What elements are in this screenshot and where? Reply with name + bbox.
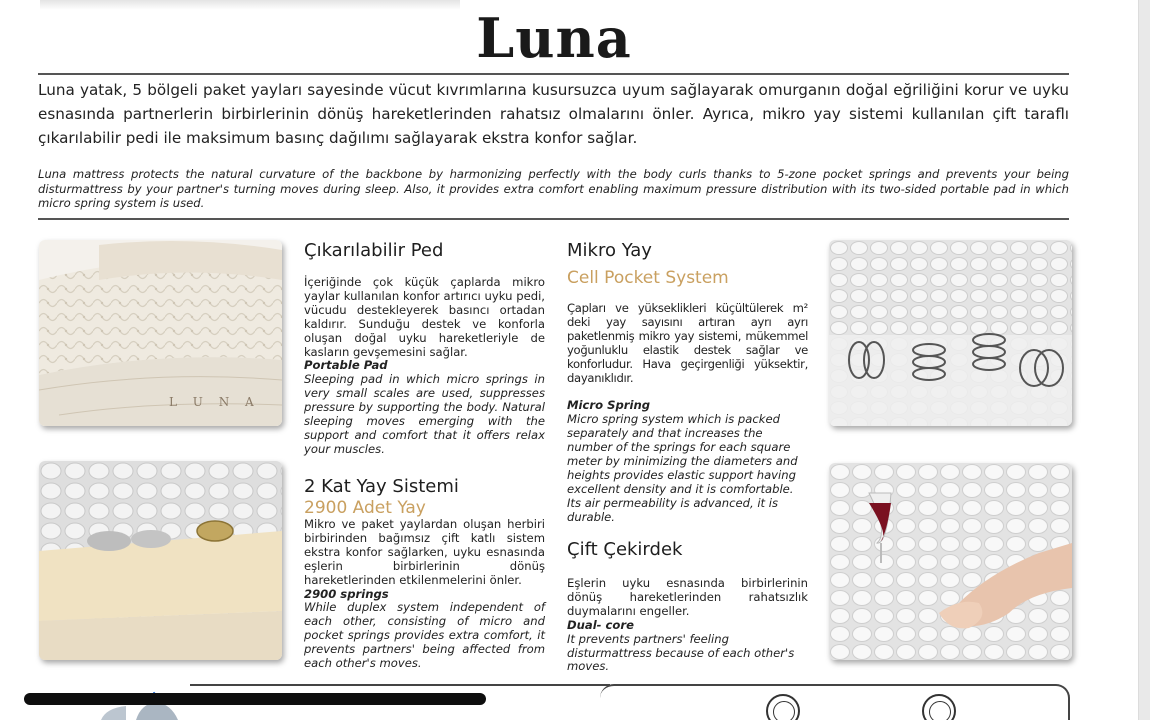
photo-dual-core-image [829, 463, 1072, 660]
section-text-turkish: Çapları ve yükseklikleri küçültülerek m² deki yay sayısını artıran ayrı ayrı paketlenmiş mikro yay sistemi, mükemmel yoğunluklu elastik destek sağlar ve konforludur. Hava geçirgenliği yüksektir, dayanıklıdır. [567, 301, 808, 385]
section-heading: Çift Çekirdek [567, 539, 683, 560]
bottom-divider [190, 684, 610, 686]
intro-divider [38, 218, 1069, 220]
viewer-scrollbar[interactable] [1138, 0, 1150, 720]
home-indicator-bar[interactable] [24, 693, 486, 705]
photo-micro-springs [829, 240, 1072, 426]
section-text-english: It prevents partners' feeling disturmattress because of each other's moves. [567, 631, 795, 674]
section-text-turkish: İçeriğinde çok küçük çaplarda mikro yaylar kullanılan konfor artırıcı uyku pedi, vücudu destekleyerek basıncı ortadan kaldırır. Sunduğu destek ve konforla oluşan doğal uyku hareketleriyle de kasların gevşemesini sağlar. [304, 275, 545, 359]
intro-turkish: Luna yatak, 5 bölgeli paket yayları sayesinde vücut kıvrımlarına kusursuzca uyum sağlayarak omurganın doğal eğriliğini korur ve uyku esnasında partnerlerin birbirlerinin dönüş hareketlerinden rahatsız olmalarını önler. Ayrıca, mikro yay sistemi kullanılan çift taraflı çıkarılabilir pedi ile maksimum basınç dağılımı sağlayarak ekstra konfor sağlar. [38, 81, 1069, 147]
section-heading: Mikro Yay [567, 240, 652, 261]
photo-micro-springs-image [829, 240, 1072, 426]
section-dual-core [567, 539, 808, 674]
section-english-heading: 2900 springs [304, 586, 389, 601]
section-text-english: While duplex system independent of each other, consisting of micro and pocket springs provides extra comfort, it prevents partners' being affected from each other's moves. [304, 600, 545, 671]
page-title: Luna [476, 6, 632, 70]
section-english-heading: Portable Pad [304, 358, 388, 373]
section-text-turkish: Mikro ve paket yaylardan oluşan herbiri birbirinden bağımsız çift katlı sistem ekstra konfor sağlarken, uyku esnasında eşlerin birbirlerinin dönüş hareketlerinden etkilenmelerini önler. [304, 517, 545, 587]
section-portable-pad [304, 240, 545, 457]
photo-dual-core [829, 463, 1072, 660]
section-english-heading: Dual- core [567, 617, 634, 632]
photo-portable-pad-image [39, 240, 282, 426]
section-subheading: Cell Pocket System [567, 268, 729, 288]
section-text-english: Micro spring system which is packed separately and that increases the number of the springs for each square meter by minimizing the diameters and heights provides elastic support having excellent density and it is comfortable. Its air permeability is advanced, it is durable. [567, 412, 798, 524]
section-subheading: 2900 Adet Yay [304, 498, 426, 518]
mattress-logo-text: L U N A [169, 395, 260, 409]
section-micro-spring [567, 240, 808, 525]
intro-english: Luna mattress protects the natural curvature of the backbone by harmonizing perfectly with the body curls thanks to 5-zone pocket springs and prevents your being disturmattress by your partner's turning moves during sleep. Also, it provides extra comfort enabling maximum pressure distribution with its two-sided portable pad in which micro spring system is used. [38, 167, 1069, 210]
section-text-english: Sleeping pad in which micro springs in very small scales are used, suppresses pressure by supporting the body. Natural sleeping moves emerging with the support and comfort that it offers relax your muscles. [304, 372, 545, 456]
section-two-layer-springs [304, 476, 545, 671]
certification-badge-icon [922, 694, 956, 720]
photo-two-layer-springs [39, 461, 282, 660]
title-divider [38, 73, 1069, 75]
section-heading: Çıkarılabilir Ped [304, 240, 444, 261]
photo-two-layer-springs-image [39, 461, 282, 660]
section-english-heading: Micro Spring [567, 398, 650, 413]
bottom-frame [600, 684, 1070, 720]
certification-badge-icon [766, 694, 800, 720]
section-heading: 2 Kat Yay Sistemi [304, 476, 459, 497]
section-text-turkish: Eşlerin uyku esnasında birbirlerinin dönüş hareketlerinden rahatsızlık duymalarını engeller. [567, 576, 808, 618]
photo-portable-pad [39, 240, 282, 426]
